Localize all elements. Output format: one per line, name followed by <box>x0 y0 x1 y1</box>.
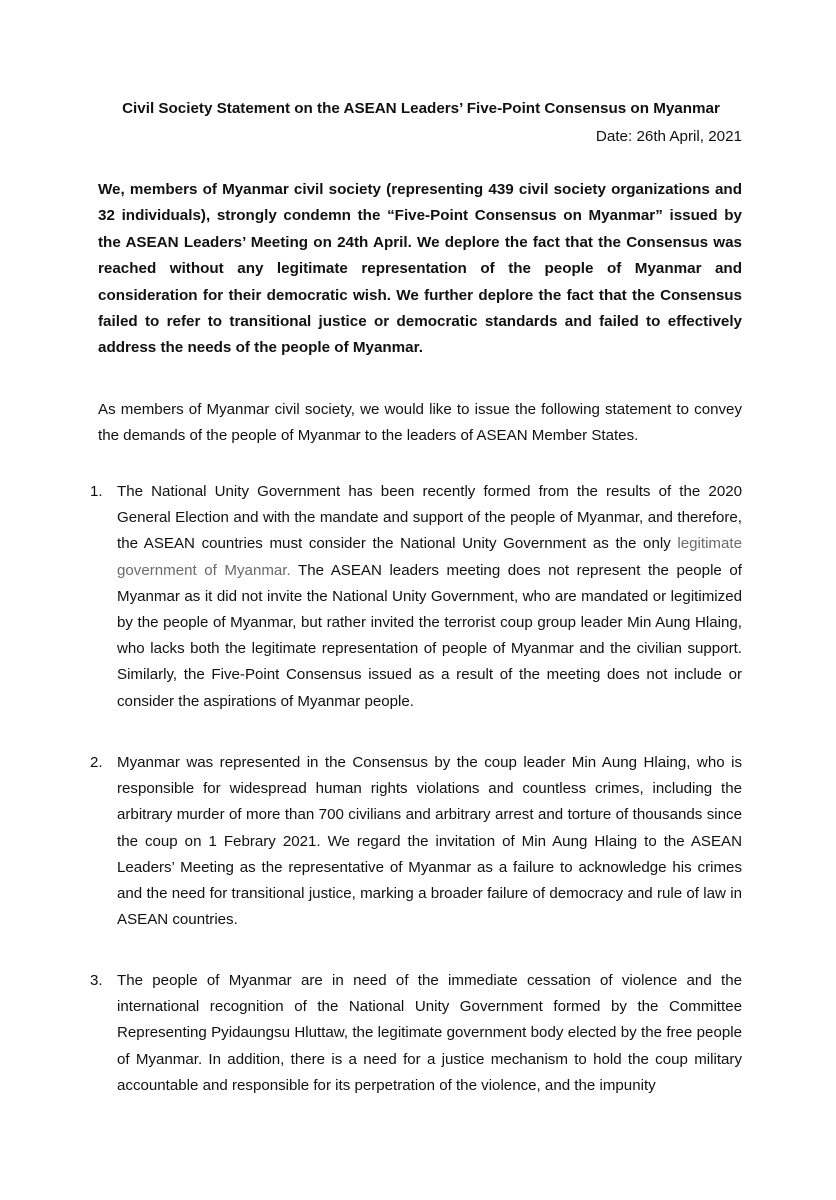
list-item-2 <box>90 750 742 940</box>
document-title: Civil Society Statement on the ASEAN Leaders’ Five-Point Consensus on Myanmar <box>122 100 720 117</box>
list-item-text-part: The National Unity Government has been recently formed from the results of the 2020 General Election and with the mandate and support of the people of Myanmar, and therefore, the ASEAN countries must consider the National Unity Government as the only <box>117 483 742 553</box>
document-date: Date: 26th April, 2021 <box>595 128 742 145</box>
list-item-number: 1. <box>90 483 103 500</box>
list-item-3 <box>90 968 742 1128</box>
list-item-text: Myanmar was represented in the Consensus by the coup leader Min Aung Hlaing, who is responsible for widespread human rights violations and countless crimes, including the arbitrary murder of more than 700 civilians and arbitrary arrest and torture of thousands since the coup on 1 Febrary 2021. We regard the invitation of Min Aung Hlaing to the ASEAN Leaders’ Meeting as the representative of Myanmar as a failure to acknowledge his crimes and the need for transitional justice, marking a broader failure of democracy and rule of law in ASEAN countries. <box>117 754 742 929</box>
list-item-number: 2. <box>90 754 103 771</box>
list-item-text-part: The ASEAN leaders meeting does not represent the people of Myanmar as it did not invite the National Unity Government, who are mandated or legitimized by the people of Myanmar, but rather invited the terrorist coup group leader Min Aung Hlaing, who lacks both the legitimate representation of people of Myanmar and the civilian support. Similarly, the Five-Point Consensus issued as a result of the meeting does not include or consider the aspirations of Myanmar people. <box>117 561 742 710</box>
statement-purpose-paragraph: As members of Myanmar civil society, we would like to issue the following statement to convey the demands of the people of Myanmar to the leaders of ASEAN Member States. <box>98 401 742 445</box>
list-item-text: The people of Myanmar are in need of the immediate cessation of violence and the international recognition of the National Unity Government formed by the Committee Representing Pyidaungsu Hluttaw, the legitimate government body elected by the free people of Myanmar. In addition, there is a need for a justice mechanism to hold the coup military accountable and responsible for its perpetration of the violence, and the impunity <box>117 972 742 1094</box>
intro-paragraph: We, members of Myanmar civil society (representing 439 civil society organizations and 32 individuals), strongly condemn the “Five-Point Consensus on Myanmar” issued by the ASEAN Leaders’ Meeting on 24th April. We deplore the fact that the Consensus was reached without any legitimate representation of the people of Myanmar and consideration for their democratic wish. We further deplore the fact that the Consensus failed to refer to transitional justice or democratic standards and failed to effectively address the needs of the people of Myanmar. <box>98 181 742 357</box>
list-item-number: 3. <box>90 972 103 989</box>
list-item-1 <box>90 479 742 719</box>
highlighted-phrase: legitimate government of Myanmar. <box>117 535 742 579</box>
list-item-text <box>117 479 742 715</box>
